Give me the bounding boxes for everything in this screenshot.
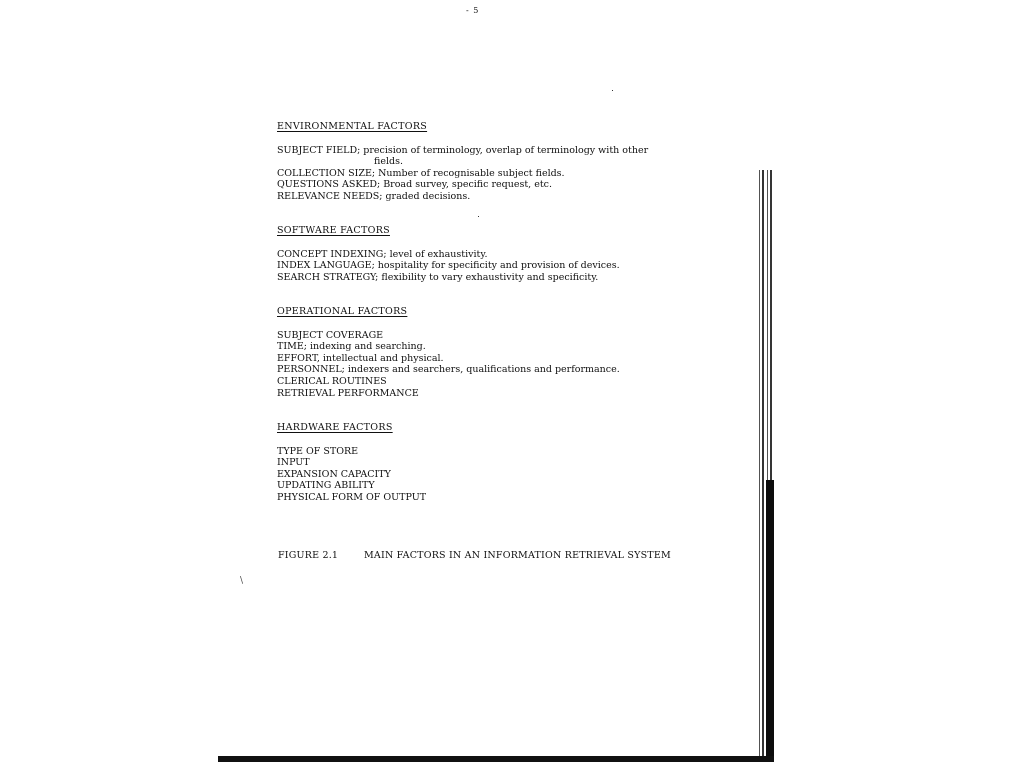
factor-line: RELEVANCE NEEDS; graded decisions. xyxy=(277,190,471,202)
factor-line: SUBJECT COVERAGE xyxy=(277,329,384,341)
figure-title: MAIN FACTORS IN AN INFORMATION RETRIEVAL SYSTEM xyxy=(364,550,671,561)
factor-line: INDEX LANGUAGE; hospitality for specificity and provision of devices. xyxy=(277,260,620,272)
section-heading: HARDWARE FACTORS xyxy=(277,422,393,433)
scan-speck xyxy=(478,216,479,217)
factor-line: CLERICAL ROUTINES xyxy=(277,375,387,387)
factor-line: COLLECTION SIZE; Number of recognisable subject fields. xyxy=(277,167,565,179)
section-heading: OPERATIONAL FACTORS xyxy=(277,306,408,317)
factor-line: PHYSICAL FORM OF OUTPUT xyxy=(277,491,427,503)
factor-line: SUBJECT FIELD; precision of terminology, overlap of terminology with other xyxy=(277,144,649,156)
page-number: - 5 xyxy=(466,6,480,15)
section-heading: SOFTWARE FACTORS xyxy=(277,225,390,236)
figure-caption xyxy=(278,550,671,561)
factor-line-continuation: fields. xyxy=(374,156,403,168)
factor-line: INPUT xyxy=(277,457,310,469)
factor-line: CONCEPT INDEXING; level of exhaustivity. xyxy=(277,248,488,260)
scan-speck xyxy=(612,90,613,91)
figure-number: FIGURE 2.1 xyxy=(278,550,339,561)
section-heading: ENVIRONMENTAL FACTORS xyxy=(277,121,428,132)
factor-line: EFFORT, intellectual and physical. xyxy=(277,352,444,364)
scan-mark: \ xyxy=(240,576,244,586)
factor-line: QUESTIONS ASKED; Broad survey, specific request, etc. xyxy=(277,179,552,191)
factor-line: RETRIEVAL PERFORMANCE xyxy=(277,387,419,399)
factor-line: SEARCH STRATEGY; flexibility to vary exhaustivity and specificity. xyxy=(277,271,599,283)
factor-line: TYPE OF STORE xyxy=(277,445,359,457)
factor-line: UPDATING ABILITY xyxy=(277,480,375,492)
factor-line: EXPANSION CAPACITY xyxy=(277,468,391,480)
factor-line: TIME; indexing and searching. xyxy=(277,341,426,353)
factor-line: PERSONNEL; indexers and searchers, qualifications and performance. xyxy=(277,364,620,376)
scan-edge-shadow xyxy=(766,480,774,762)
section-operational xyxy=(277,306,620,399)
section-hardware xyxy=(277,422,426,504)
section-software xyxy=(277,225,620,283)
section-environmental xyxy=(277,121,648,203)
scan-bottom-edge xyxy=(218,756,774,762)
